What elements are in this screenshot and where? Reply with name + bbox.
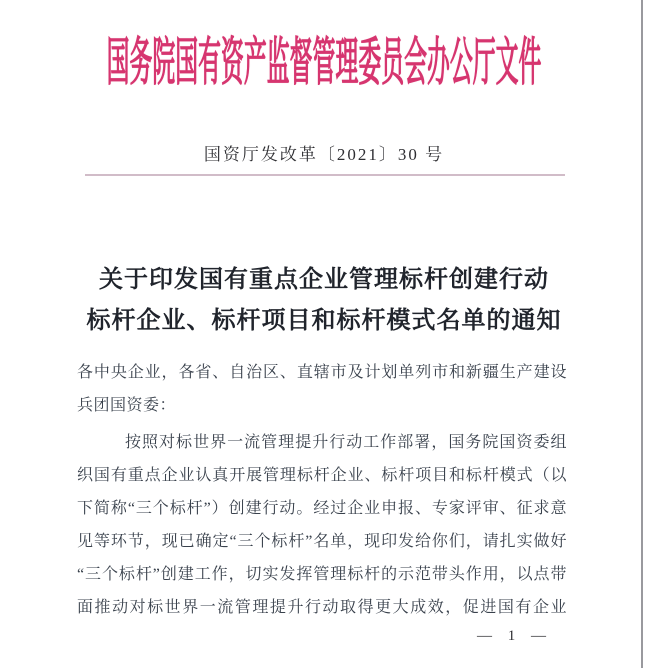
document-number: 国资厅发改革〔2021〕30 号 <box>203 145 445 164</box>
paragraph-line3: 下简称“三个标杆”）创建行动。经过企业申报、专家评审、征求意 <box>77 500 567 517</box>
document-title-line1: 关于印发国有重点企业管理标杆创建行动 <box>99 267 549 293</box>
separator-line <box>85 174 565 176</box>
page-edge-line <box>641 0 643 668</box>
issuing-authority-title: 国务院国有资产监督管理委员会办公厅文件 <box>106 34 542 92</box>
document-body <box>77 356 567 624</box>
page-number: — 1 — <box>477 628 548 644</box>
paragraph-line1: 按照对标世界一流管理提升行动工作部署，国务院国资委组 <box>125 434 567 451</box>
paragraph-line6: 面推动对标世界一流管理提升行动取得更大成效，促进国有企业 <box>77 599 567 616</box>
paragraph-line5: “三个标杆”创建工作，切实发挥管理标杆的示范带头作用，以点带 <box>77 566 567 583</box>
paragraph-line4: 见等环节，现已确定“三个标杆”名单，现印发给你们，请扎实做好 <box>77 533 567 550</box>
salutation-line2: 兵团国资委： <box>77 397 177 414</box>
document-title <box>77 260 571 342</box>
paragraph-line2: 织国有重点企业认真开展管理标杆企业、标杆项目和标杆模式（以 <box>77 467 567 484</box>
red-header-banner <box>0 24 648 90</box>
document-title-line2: 标杆企业、标杆项目和标杆模式名单的通知 <box>86 308 562 334</box>
salutation-line1: 各中央企业，各省、自治区、直辖市及计划单列市和新疆生产建设 <box>77 364 567 381</box>
